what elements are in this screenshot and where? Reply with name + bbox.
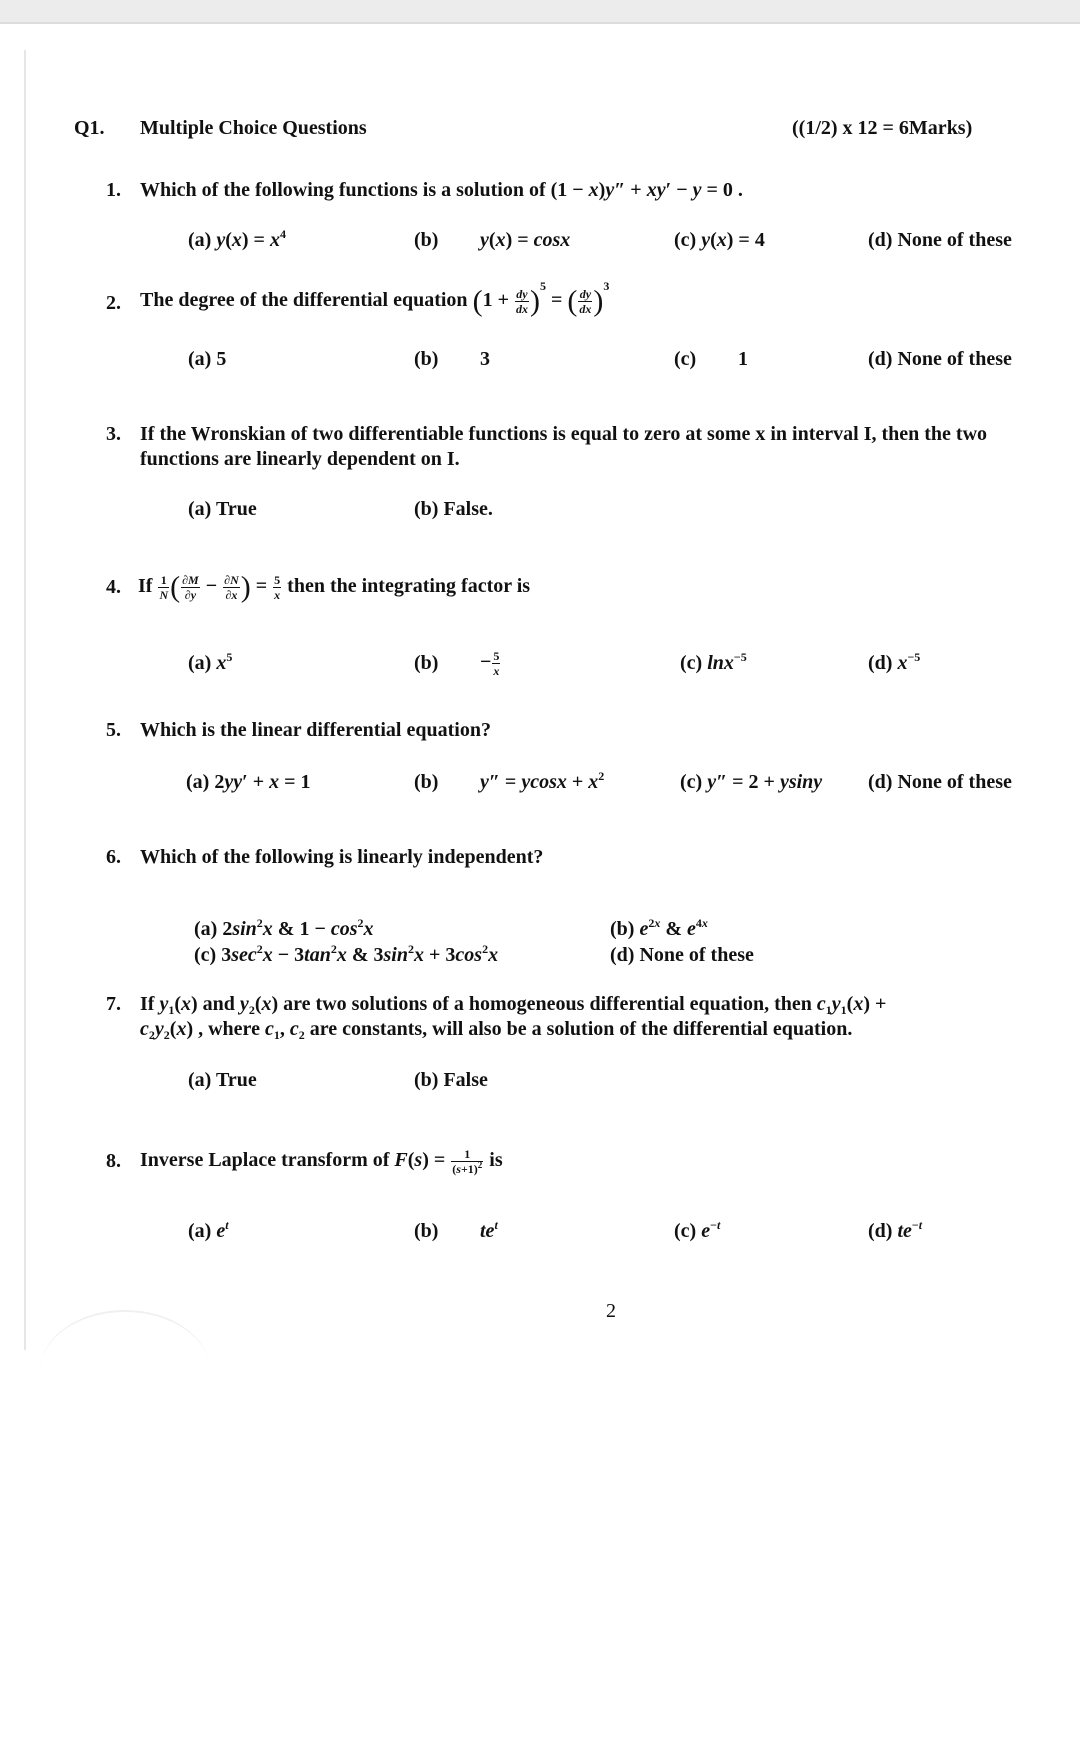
- question-text: If $\frac{1}{N}$ ( $\frac{\partial M}{\partial y}$ − $\frac{\partial N}{\partial x}$ ) = $\frac{5}{x}$ then the integrating factor is: [138, 570, 531, 604]
- option-d[interactable]: (d) None of these: [868, 348, 1012, 370]
- question-label: Q1.: [74, 117, 105, 139]
- question-text-line-1: If $y_1(x)$ and $y_2(x)$ are two solutions of a homogeneous differential equation, then $c_1y_1(x)$ +: [140, 993, 887, 1017]
- question-number: 2.: [106, 292, 121, 314]
- question-text: Which of the following functions is a solution of (1 − x)y″ + xy′ − y = 0 .: [140, 179, 743, 201]
- question-text: Which is the linear differential equation?: [140, 719, 491, 741]
- left-margin-line: [24, 50, 26, 1350]
- top-divider: [0, 22, 1080, 24]
- option-a[interactable]: (a) True: [188, 1069, 257, 1091]
- option-b[interactable]: 3: [480, 348, 490, 370]
- option-c[interactable]: 1: [738, 348, 748, 370]
- option-c[interactable]: (c) y″ = 2 + ysiny: [680, 771, 823, 793]
- question-number: 3.: [106, 423, 121, 445]
- question-number: 6.: [106, 846, 121, 868]
- option-c[interactable]: (c) y(x) = 4: [674, 229, 765, 251]
- option-b[interactable]: $y'' = ycosx + x^2$: [480, 769, 605, 793]
- option-a[interactable]: (a) $y(x) = x^4$: [188, 227, 286, 251]
- marks-info: ((1/2) x 12 = 6Marks): [792, 117, 973, 139]
- option-b[interactable]: (b) $e^{2x}$ & $e^{4x}$: [610, 916, 708, 940]
- question-text: The degree of the differential equation (1 + $\frac{dy}{dx}$ )$^5$ = ( $\frac{dy}{dx}$ )$^3$: [140, 279, 610, 318]
- page-curl-shadow: [40, 1310, 210, 1432]
- question-text-line-2: functions are linearly dependent on I.: [140, 448, 460, 470]
- option-d[interactable]: (d) None of these: [868, 771, 1012, 793]
- option-d[interactable]: (d) None of these: [868, 229, 1012, 251]
- option-b-label: (b): [414, 1220, 439, 1242]
- top-bar: [0, 0, 1080, 22]
- option-b-label: (b): [414, 771, 439, 793]
- option-c-label: (c): [674, 348, 697, 370]
- option-a[interactable]: (a) 2yy′ + x = 1: [186, 771, 311, 793]
- option-d[interactable]: (d) $te^{-t}$: [868, 1218, 923, 1242]
- question-number: 7.: [106, 993, 121, 1015]
- option-b-label: (b): [414, 652, 439, 674]
- question-text-line-1: If the Wronskian of two differentiable functions is equal to zero at some x in interval I, then the two: [140, 423, 988, 445]
- option-a[interactable]: (a) $e^t$: [188, 1218, 229, 1242]
- question-text: Which of the following is linearly independent?: [140, 846, 544, 868]
- option-b[interactable]: (b) False: [414, 1069, 488, 1091]
- option-b-label: (b): [414, 348, 439, 370]
- option-b[interactable]: $te^t$: [480, 1218, 498, 1242]
- option-b[interactable]: y(x) = cosx: [480, 229, 571, 251]
- option-a[interactable]: (a) $x^5$: [188, 650, 233, 674]
- question-number: 4.: [106, 576, 121, 598]
- question-number: 8.: [106, 1150, 121, 1172]
- question-text: Inverse Laplace transform of F(s) = $\frac{1}{(s+1)^2}$ is: [140, 1146, 503, 1176]
- question-text-line-2: $c_2y_2(x)$ , where $c_1$, $c_2$ are constants, will also be a solution of the differential equation.: [140, 1018, 853, 1042]
- option-c[interactable]: (c) lnx$^{-5}$: [680, 650, 747, 674]
- option-a[interactable]: (a) True: [188, 498, 257, 520]
- option-c[interactable]: (c) $3\sec^2x - 3\tan^2x$ & $3\sin^2x + 3\cos^2x$: [194, 942, 499, 966]
- option-d[interactable]: (d) None of these: [610, 944, 754, 966]
- option-a[interactable]: (a) 5: [188, 348, 227, 370]
- option-b[interactable]: − $\frac{5}{x}$: [480, 648, 500, 678]
- page-number: 2: [606, 1300, 616, 1322]
- option-a[interactable]: (a) $2\sin^2x$ & $1 - \cos^2x$: [194, 916, 374, 940]
- option-d[interactable]: (d) $x^{-5}$: [868, 650, 921, 674]
- option-b-label: (b): [414, 229, 439, 251]
- question-number: 5.: [106, 719, 121, 741]
- option-b[interactable]: (b) False.: [414, 498, 493, 520]
- question-number: 1.: [106, 179, 121, 201]
- section-title: Multiple Choice Questions: [140, 117, 367, 139]
- option-c[interactable]: (c) $e^{-t}$: [674, 1218, 721, 1242]
